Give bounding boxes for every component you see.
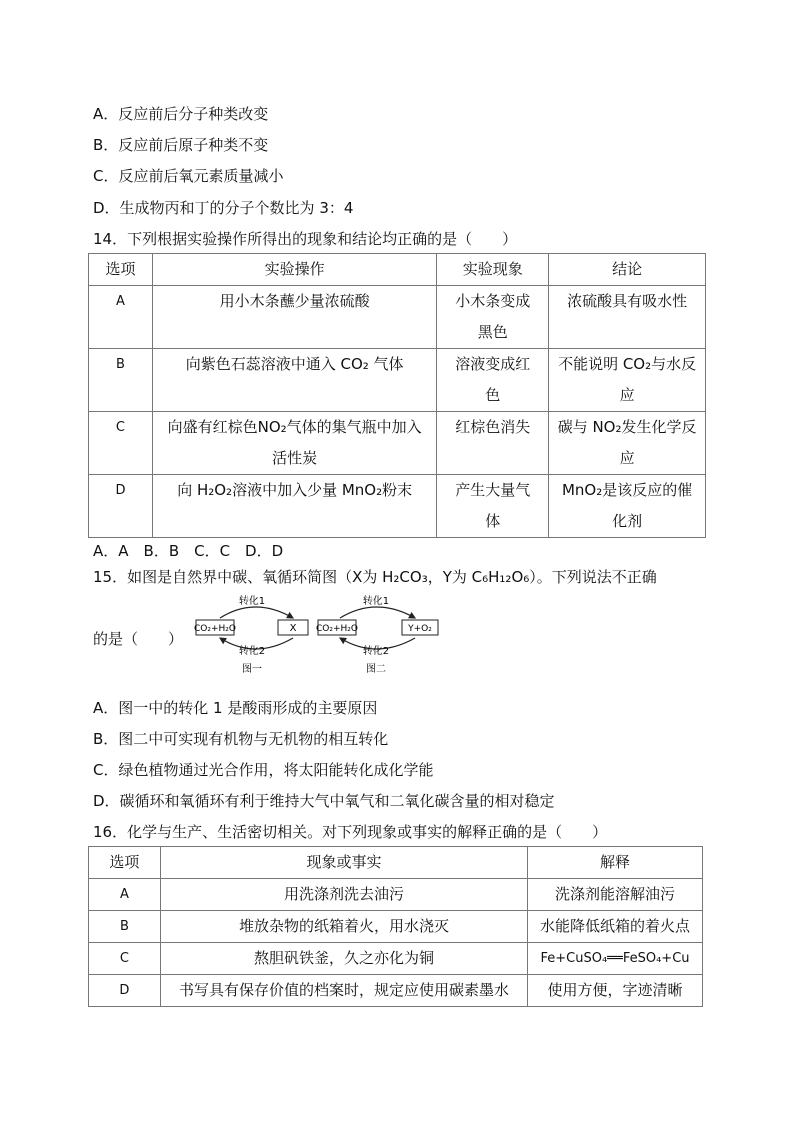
option-letter: D [89, 475, 153, 538]
bottom-transform-label: 转化2 [362, 646, 390, 657]
option-letter: A [89, 879, 161, 911]
fact-cell: 书写具有保存价值的档案时，规定应使用碳素墨水 [160, 975, 527, 1007]
option-letter: B [89, 911, 161, 943]
operation-cell: 向紫色石蕊溶液中通入 CO₂ 气体 [152, 349, 437, 412]
figure-two [316, 594, 438, 675]
fact-cell: 堆放杂物的纸箱着火，用水浇灭 [160, 911, 527, 943]
explanation-cell: 水能降低纸箱的着火点 [528, 911, 703, 943]
bottom-transform-label: 转化2 [238, 646, 266, 657]
q14-stem: 14．下列根据实验操作所得出的现象和结论均正确的是（ ） [93, 230, 518, 248]
conclusion-cell: 浓硫酸具有吸水性 [549, 286, 706, 349]
q14-table [88, 253, 706, 538]
q14-answer-choices: A．A B．B C．C D．D [93, 542, 284, 560]
q14-row-a [89, 286, 706, 349]
q14-row-d [89, 475, 706, 538]
top-transform-label: 转化1 [362, 596, 390, 607]
explanation-cell: 洗涤剂能溶解油污 [528, 879, 703, 911]
option-letter: A [89, 286, 153, 349]
option-letter: C [89, 412, 153, 475]
phenomenon-cell: 产生大量气 体 [437, 475, 549, 538]
q16-row-b [89, 911, 703, 943]
q15-option-b: B．图二中可实现有机物与无机物的相互转化 [93, 730, 389, 748]
q13-option-a: A．反应前后分子种类改变 [93, 105, 269, 123]
q13-option-c: C．反应前后氧元素质量减小 [93, 167, 284, 185]
conclusion-cell: 不能说明 CO₂与水反 应 [549, 349, 706, 412]
box-left-label: CO₂+H₂O [194, 624, 236, 634]
box-right-label: Y+O₂ [408, 624, 432, 634]
arrow-top-figure-one [220, 607, 293, 618]
option-letter: D [89, 975, 161, 1007]
conclusion-cell: 碳与 NO₂发生化学反 应 [549, 412, 706, 475]
q15-option-c: C．绿色植物通过光合作用，将太阳能转化成化学能 [93, 761, 434, 779]
explanation-cell: 使用方便，字迹清晰 [528, 975, 703, 1007]
q14-row-c [89, 412, 706, 475]
q16-row-a [89, 879, 703, 911]
figure-caption: 图二 [366, 664, 386, 675]
q16-header-option: 选项 [89, 847, 161, 879]
option-letter: C [89, 943, 161, 975]
q14-header-option: 选项 [89, 254, 153, 286]
operation-cell: 向 H₂O₂溶液中加入少量 MnO₂粉末 [152, 475, 437, 538]
box-right-label: X [289, 623, 297, 634]
q16-stem: 16．化学与生产、生活密切相关。对下列现象或事实的解释正确的是（ ） [93, 823, 608, 841]
figure-caption: 图一 [242, 664, 262, 675]
q15-stem-line2: 的是（ ） [93, 630, 184, 648]
q15-cycle-diagrams [190, 592, 450, 682]
q14-row-b [89, 349, 706, 412]
q13-option-b: B．反应前后原子种类不变 [93, 136, 269, 154]
figure-one [194, 594, 308, 675]
q15-option-a: A．图一中的转化 1 是酸雨形成的主要原因 [93, 699, 378, 717]
conclusion-cell: MnO₂是该反应的催 化剂 [549, 475, 706, 538]
q16-header-explanation: 解释 [528, 847, 703, 879]
phenomenon-cell: 溶液变成红 色 [437, 349, 549, 412]
operation-cell: 用小木条蘸少量浓硫酸 [152, 286, 437, 349]
q14-header-operation: 实验操作 [152, 254, 437, 286]
q16-header-fact: 现象或事实 [160, 847, 527, 879]
q14-header-phenomenon: 实验现象 [437, 254, 549, 286]
top-transform-label: 转化1 [238, 596, 266, 607]
phenomenon-cell: 小木条变成 黑色 [437, 286, 549, 349]
q14-header-conclusion: 结论 [549, 254, 706, 286]
box-left-label: CO₂+H₂O [316, 624, 358, 634]
q16-row-c [89, 943, 703, 975]
option-letter: B [89, 349, 153, 412]
fact-cell: 熬胆矾铁釜，久之亦化为铜 [160, 943, 527, 975]
q16-table [88, 846, 703, 1007]
fact-cell: 用洗涤剂洗去油污 [160, 879, 527, 911]
operation-cell: 向盛有红棕色NO₂气体的集气瓶中加入 活性炭 [152, 412, 437, 475]
q15-stem-line1: 15．如图是自然界中碳、氧循环简图（X为 H₂CO₃，Y为 C₆H₁₂O₆）。下列说法不正确 [93, 568, 657, 586]
q13-option-d: D．生成物丙和丁的分子个数比为 3：4 [93, 199, 354, 217]
explanation-cell: Fe+CuSO₄══FeSO₄+Cu [528, 943, 703, 975]
q14-header-row [89, 254, 706, 286]
arrow-top-figure-two [340, 607, 415, 618]
q16-row-d [89, 975, 703, 1007]
q15-option-d: D．碳循环和氧循环有利于维持大气中氧气和二氧化碳含量的相对稳定 [93, 792, 555, 810]
phenomenon-cell: 红棕色消失 [437, 412, 549, 475]
q16-header-row [89, 847, 703, 879]
